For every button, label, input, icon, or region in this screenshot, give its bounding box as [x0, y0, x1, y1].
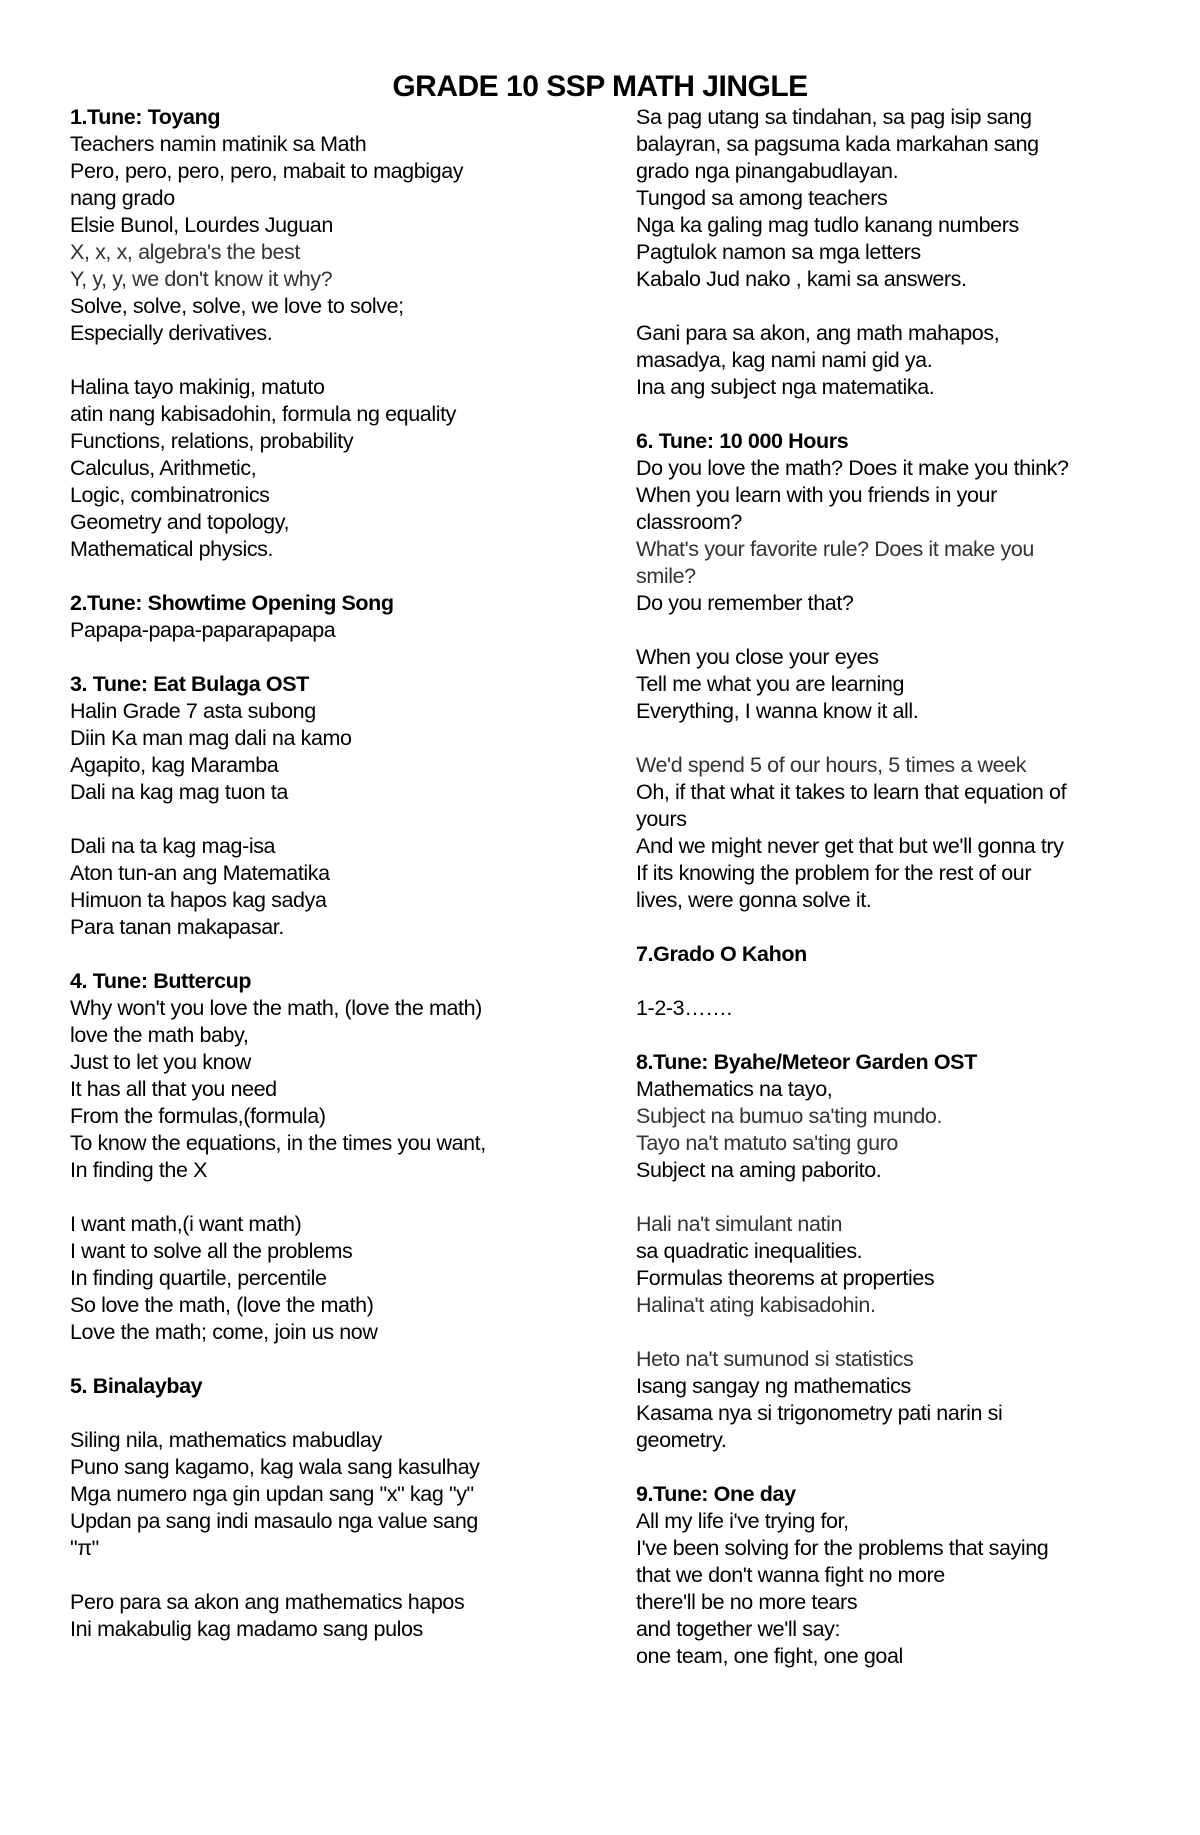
lyric-line: Updan pa sang indi masaulo nga value sang — [70, 1509, 478, 1533]
lyric-line: 1-2-3……. — [636, 996, 732, 1020]
lyric-line: masadya, kag nami nami gid ya. — [636, 348, 933, 372]
lyric-line: Para tanan makapasar. — [70, 915, 284, 939]
blank-line — [636, 293, 1136, 320]
lyric-line: Mathematical physics. — [70, 537, 274, 561]
blank-line — [70, 1562, 590, 1589]
lyric-line: love the math baby, — [70, 1023, 249, 1047]
lyric-line: Functions, relations, probability — [70, 429, 354, 453]
lyric-line: Puno sang kagamo, kag wala sang kasulhay — [70, 1455, 480, 1479]
lyric-line: Love the math; come, join us now — [70, 1320, 378, 1344]
section-heading: 3. Tune: Eat Bulaga OST — [70, 672, 309, 696]
lyric-line: Y, y, y, we don't know it why? — [70, 267, 333, 291]
lyric-line: When you close your eyes — [636, 645, 879, 669]
blank-line — [70, 563, 590, 590]
blank-line — [636, 1022, 1136, 1049]
lyric-line: Agapito, kag Maramba — [70, 753, 279, 777]
lyric-line: Himuon ta hapos kag sadya — [70, 888, 327, 912]
lyric-line: Solve, solve, solve, we love to solve; — [70, 294, 404, 318]
section-heading: 8.Tune: Byahe/Meteor Garden OST — [636, 1050, 977, 1074]
blank-line — [636, 1319, 1136, 1346]
lyric-line: From the formulas,(formula) — [70, 1104, 326, 1128]
lyric-line: I've been solving for the problems that saying — [636, 1536, 1049, 1560]
lyric-line: Oh, if that what it takes to learn that equation of — [636, 780, 1067, 804]
lyric-line: Mathematics na tayo, — [636, 1077, 833, 1101]
section-heading: 6. Tune: 10 000 Hours — [636, 429, 849, 453]
lyric-line: If its knowing the problem for the rest of our — [636, 861, 1032, 885]
lyric-line: Everything, I wanna know it all. — [636, 699, 919, 723]
lyric-line: Pero, pero, pero, pero, mabait to magbigay — [70, 159, 464, 183]
section-heading: 2.Tune: Showtime Opening Song — [70, 591, 394, 615]
blank-line — [636, 401, 1136, 428]
lyric-line: So love the math, (love the math) — [70, 1293, 374, 1317]
lyric-line: Ina ang subject nga matematika. — [636, 375, 935, 399]
lyric-line: Papapa-papa-paparapapapa — [70, 618, 336, 642]
lyric-line: Ini makabulig kag madamo sang pulos — [70, 1617, 423, 1641]
lyric-line: Aton tun-an ang Matematika — [70, 861, 330, 885]
page-title: GRADE 10 SSP MATH JINGLE — [392, 70, 808, 103]
blank-line — [70, 1184, 590, 1211]
blank-line — [636, 1184, 1136, 1211]
lyric-line: atin nang kabisadohin, formula ng equality — [70, 402, 456, 426]
lyric-line: Dali na kag mag tuon ta — [70, 780, 288, 804]
lyric-line: sa quadratic inequalities. — [636, 1239, 863, 1263]
lyric-line: there'll be no more tears — [636, 1590, 858, 1614]
blank-line — [636, 617, 1136, 644]
lyric-line: Gani para sa akon, ang math mahapos, — [636, 321, 1000, 345]
left-column — [70, 104, 590, 1643]
lyric-line: It has all that you need — [70, 1077, 277, 1101]
lyric-line: Why won't you love the math, (love the math) — [70, 996, 482, 1020]
lyric-line: Especially derivatives. — [70, 321, 273, 345]
lyric-line: Pagtulok namon sa mga letters — [636, 240, 921, 264]
lyric-line: Tayo na't matuto sa'ting guro — [636, 1131, 898, 1155]
lyric-line: "π" — [70, 1536, 99, 1560]
blank-line — [70, 644, 590, 671]
lyric-line: Siling nila, mathematics mabudlay — [70, 1428, 382, 1452]
blank-line — [636, 725, 1136, 752]
lyric-line: yours — [636, 807, 687, 831]
lyric-line: Halina tayo makinig, matuto — [70, 375, 325, 399]
lyric-line: grado nga pinangabudlayan. — [636, 159, 899, 183]
lyric-line: Teachers namin matinik sa Math — [70, 132, 367, 156]
lyric-line: Diin Ka man mag dali na kamo — [70, 726, 352, 750]
lyric-line: one team, one fight, one goal — [636, 1644, 903, 1668]
lyric-line: In finding the X — [70, 1158, 208, 1182]
lyric-line: Dali na ta kag mag-isa — [70, 834, 276, 858]
lyric-line: What's your favorite rule? Does it make you — [636, 537, 1034, 561]
lyric-line: balayran, sa pagsuma kada markahan sang — [636, 132, 1039, 156]
lyric-line: Mga numero nga gin updan sang "x" kag "y" — [70, 1482, 474, 1506]
lyric-line: Kabalo Jud nako , kami sa answers. — [636, 267, 967, 291]
blank-line — [636, 1454, 1136, 1481]
lyric-line: classroom? — [636, 510, 742, 534]
lyric-line: I want to solve all the problems — [70, 1239, 353, 1263]
lyric-line: X, x, x, algebra's the best — [70, 240, 300, 264]
lyric-line: nang grado — [70, 186, 175, 210]
lyric-line: And we might never get that but we'll gonna try — [636, 834, 1064, 858]
blank-line — [70, 806, 590, 833]
lyric-line: smile? — [636, 564, 696, 588]
lyric-line: I want math,(i want math) — [70, 1212, 302, 1236]
lyric-line: Calculus, Arithmetic, — [70, 456, 257, 480]
blank-line — [70, 941, 590, 968]
lyric-line: Sa pag utang sa tindahan, sa pag isip sang — [636, 105, 1032, 129]
blank-line — [70, 347, 590, 374]
lyric-line: Pero para sa akon ang mathematics hapos — [70, 1590, 465, 1614]
lyric-line: Logic, combinatronics — [70, 483, 270, 507]
section-heading: 1.Tune: Toyang — [70, 105, 221, 129]
lyric-line: In finding quartile, percentile — [70, 1266, 327, 1290]
section-heading: 9.Tune: One day — [636, 1482, 796, 1506]
lyric-line: Kasama nya si trigonometry pati narin si — [636, 1401, 1003, 1425]
lyric-line: that we don't wanna fight no more — [636, 1563, 945, 1587]
lyric-line: Do you love the math? Does it make you think? — [636, 456, 1069, 480]
lyric-line: Just to let you know — [70, 1050, 251, 1074]
lyric-line: lives, were gonna solve it. — [636, 888, 872, 912]
lyric-line: Tell me what you are learning — [636, 672, 905, 696]
blank-line — [70, 1346, 590, 1373]
lyric-line: Halina't ating kabisadohin. — [636, 1293, 876, 1317]
lyric-line: When you learn with you friends in your — [636, 483, 997, 507]
lyric-line: Hali na't simulant natin — [636, 1212, 843, 1236]
section-heading: 5. Binalaybay — [70, 1374, 203, 1398]
right-column — [636, 104, 1136, 1670]
lyric-line: Geometry and topology, — [70, 510, 290, 534]
blank-line — [636, 914, 1136, 941]
lyric-line: Tungod sa among teachers — [636, 186, 888, 210]
lyric-line: All my life i've trying for, — [636, 1509, 849, 1533]
lyric-line: geometry. — [636, 1428, 727, 1452]
lyric-line: Heto na't sumunod si statistics — [636, 1347, 914, 1371]
lyric-line: Elsie Bunol, Lourdes Juguan — [70, 213, 333, 237]
lyric-line: Formulas theorems at properties — [636, 1266, 935, 1290]
lyric-line: Nga ka galing mag tudlo kanang numbers — [636, 213, 1019, 237]
lyric-line: Do you remember that? — [636, 591, 854, 615]
lyric-line: Isang sangay ng mathematics — [636, 1374, 911, 1398]
section-heading: 7.Grado O Kahon — [636, 942, 807, 966]
lyric-line: To know the equations, in the times you want, — [70, 1131, 486, 1155]
lyric-line: Halin Grade 7 asta subong — [70, 699, 316, 723]
lyric-line: Subject na aming paborito. — [636, 1158, 882, 1182]
lyric-line: We'd spend 5 of our hours, 5 times a week — [636, 753, 1027, 777]
blank-line — [636, 968, 1136, 995]
lyric-line: and together we'll say: — [636, 1617, 841, 1641]
blank-line — [70, 1400, 590, 1427]
section-heading: 4. Tune: Buttercup — [70, 969, 252, 993]
lyric-line: Subject na bumuo sa'ting mundo. — [636, 1104, 943, 1128]
